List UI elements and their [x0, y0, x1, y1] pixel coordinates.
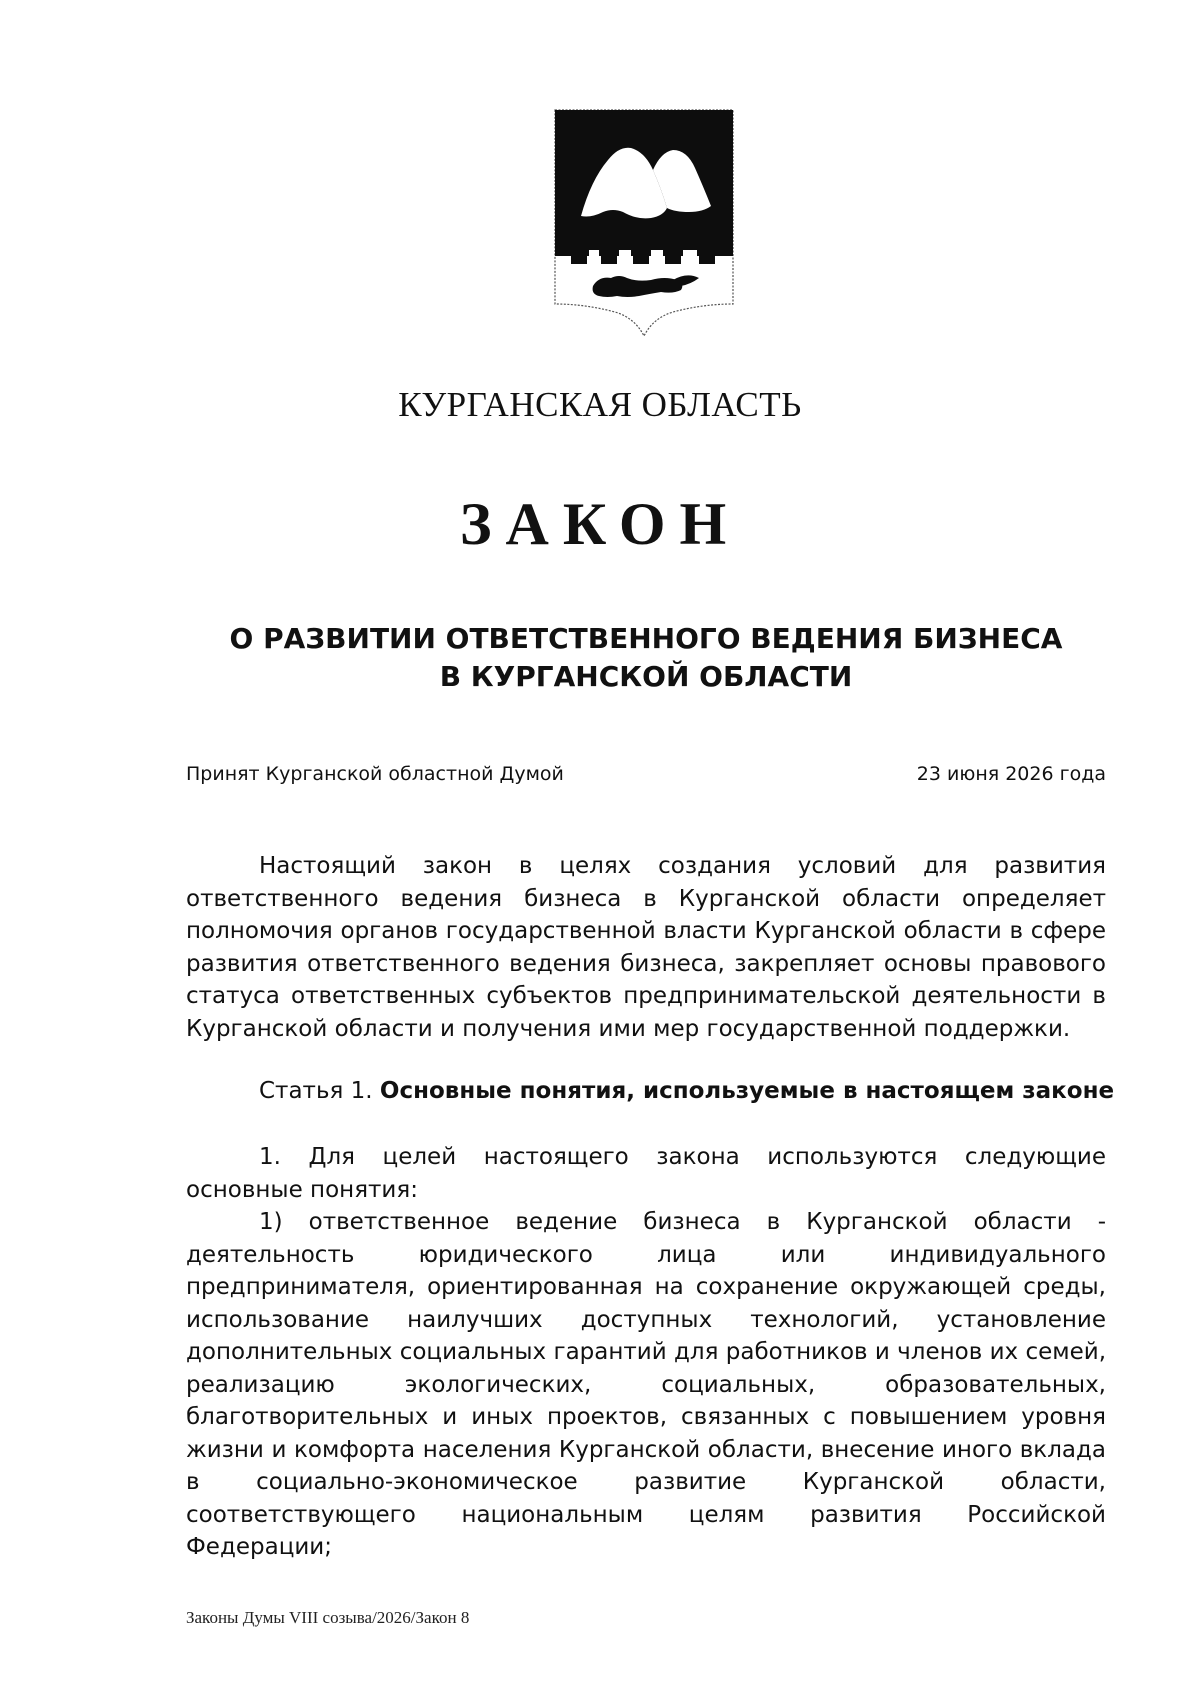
- coat-of-arms-emblem: [553, 108, 735, 340]
- adoption-date: 23 июня 2026 года: [916, 763, 1106, 785]
- document-footer-reference: Законы Думы VIII созыва/2026/Закон 8: [186, 1608, 470, 1627]
- article-1-intro-paragraph: 1. Для целей настоящего закона используются следующие основные понятия:: [186, 1144, 1106, 1203]
- preamble-paragraph: Настоящий закон в целях создания условий для развития ответственного ведения бизнеса в Курганской области определяет полномочия органов государственной власти Курганской области в сфере развития ответственного ведения бизнеса, закрепляет основы правового статуса ответственных субъектов предпринимательской деятельности в Курганской области и получения ими мер государственной поддержки.: [186, 853, 1106, 1042]
- document-type-heading: ЗАКОН: [459, 491, 741, 557]
- article-1-title: Основные понятия, используемые в настоящем законе: [379, 1078, 1115, 1104]
- definition-item-1: 1) ответственное ведение бизнеса в Курганской области - деятельность юридического лица или индивидуального предпринимателя, ориентированная на сохранение окружающей среды, использование наилучших доступных технологий, установление дополнительных социальных гарантий для работников и членов их семей, реализацию экологических, социальных, образовательных, благотворительных и иных проектов, связанных с повышением уровня жизни и комфорта населения Курганской области, внесение иного вклада в социально-экономическое развитие Курганской области, соответствующего национальным целям развития Российской Федерации;: [186, 1209, 1107, 1560]
- law-title-line-2: В КУРГАНСКОЙ ОБЛАСТИ: [439, 660, 853, 693]
- adopted-by-text: Принят Курганской областной Думой: [186, 763, 564, 785]
- law-title: [186, 620, 1106, 696]
- article-1-label: Статья 1.: [259, 1078, 380, 1104]
- law-title-line-1: О РАЗВИТИИ ОТВЕТСТВЕННОГО ВЕДЕНИЯ БИЗНЕСА: [229, 622, 1063, 655]
- region-title: КУРГАНСКАЯ ОБЛАСТЬ: [398, 385, 802, 424]
- article-1-heading: [259, 1075, 1114, 1107]
- adoption-line: [186, 763, 1106, 785]
